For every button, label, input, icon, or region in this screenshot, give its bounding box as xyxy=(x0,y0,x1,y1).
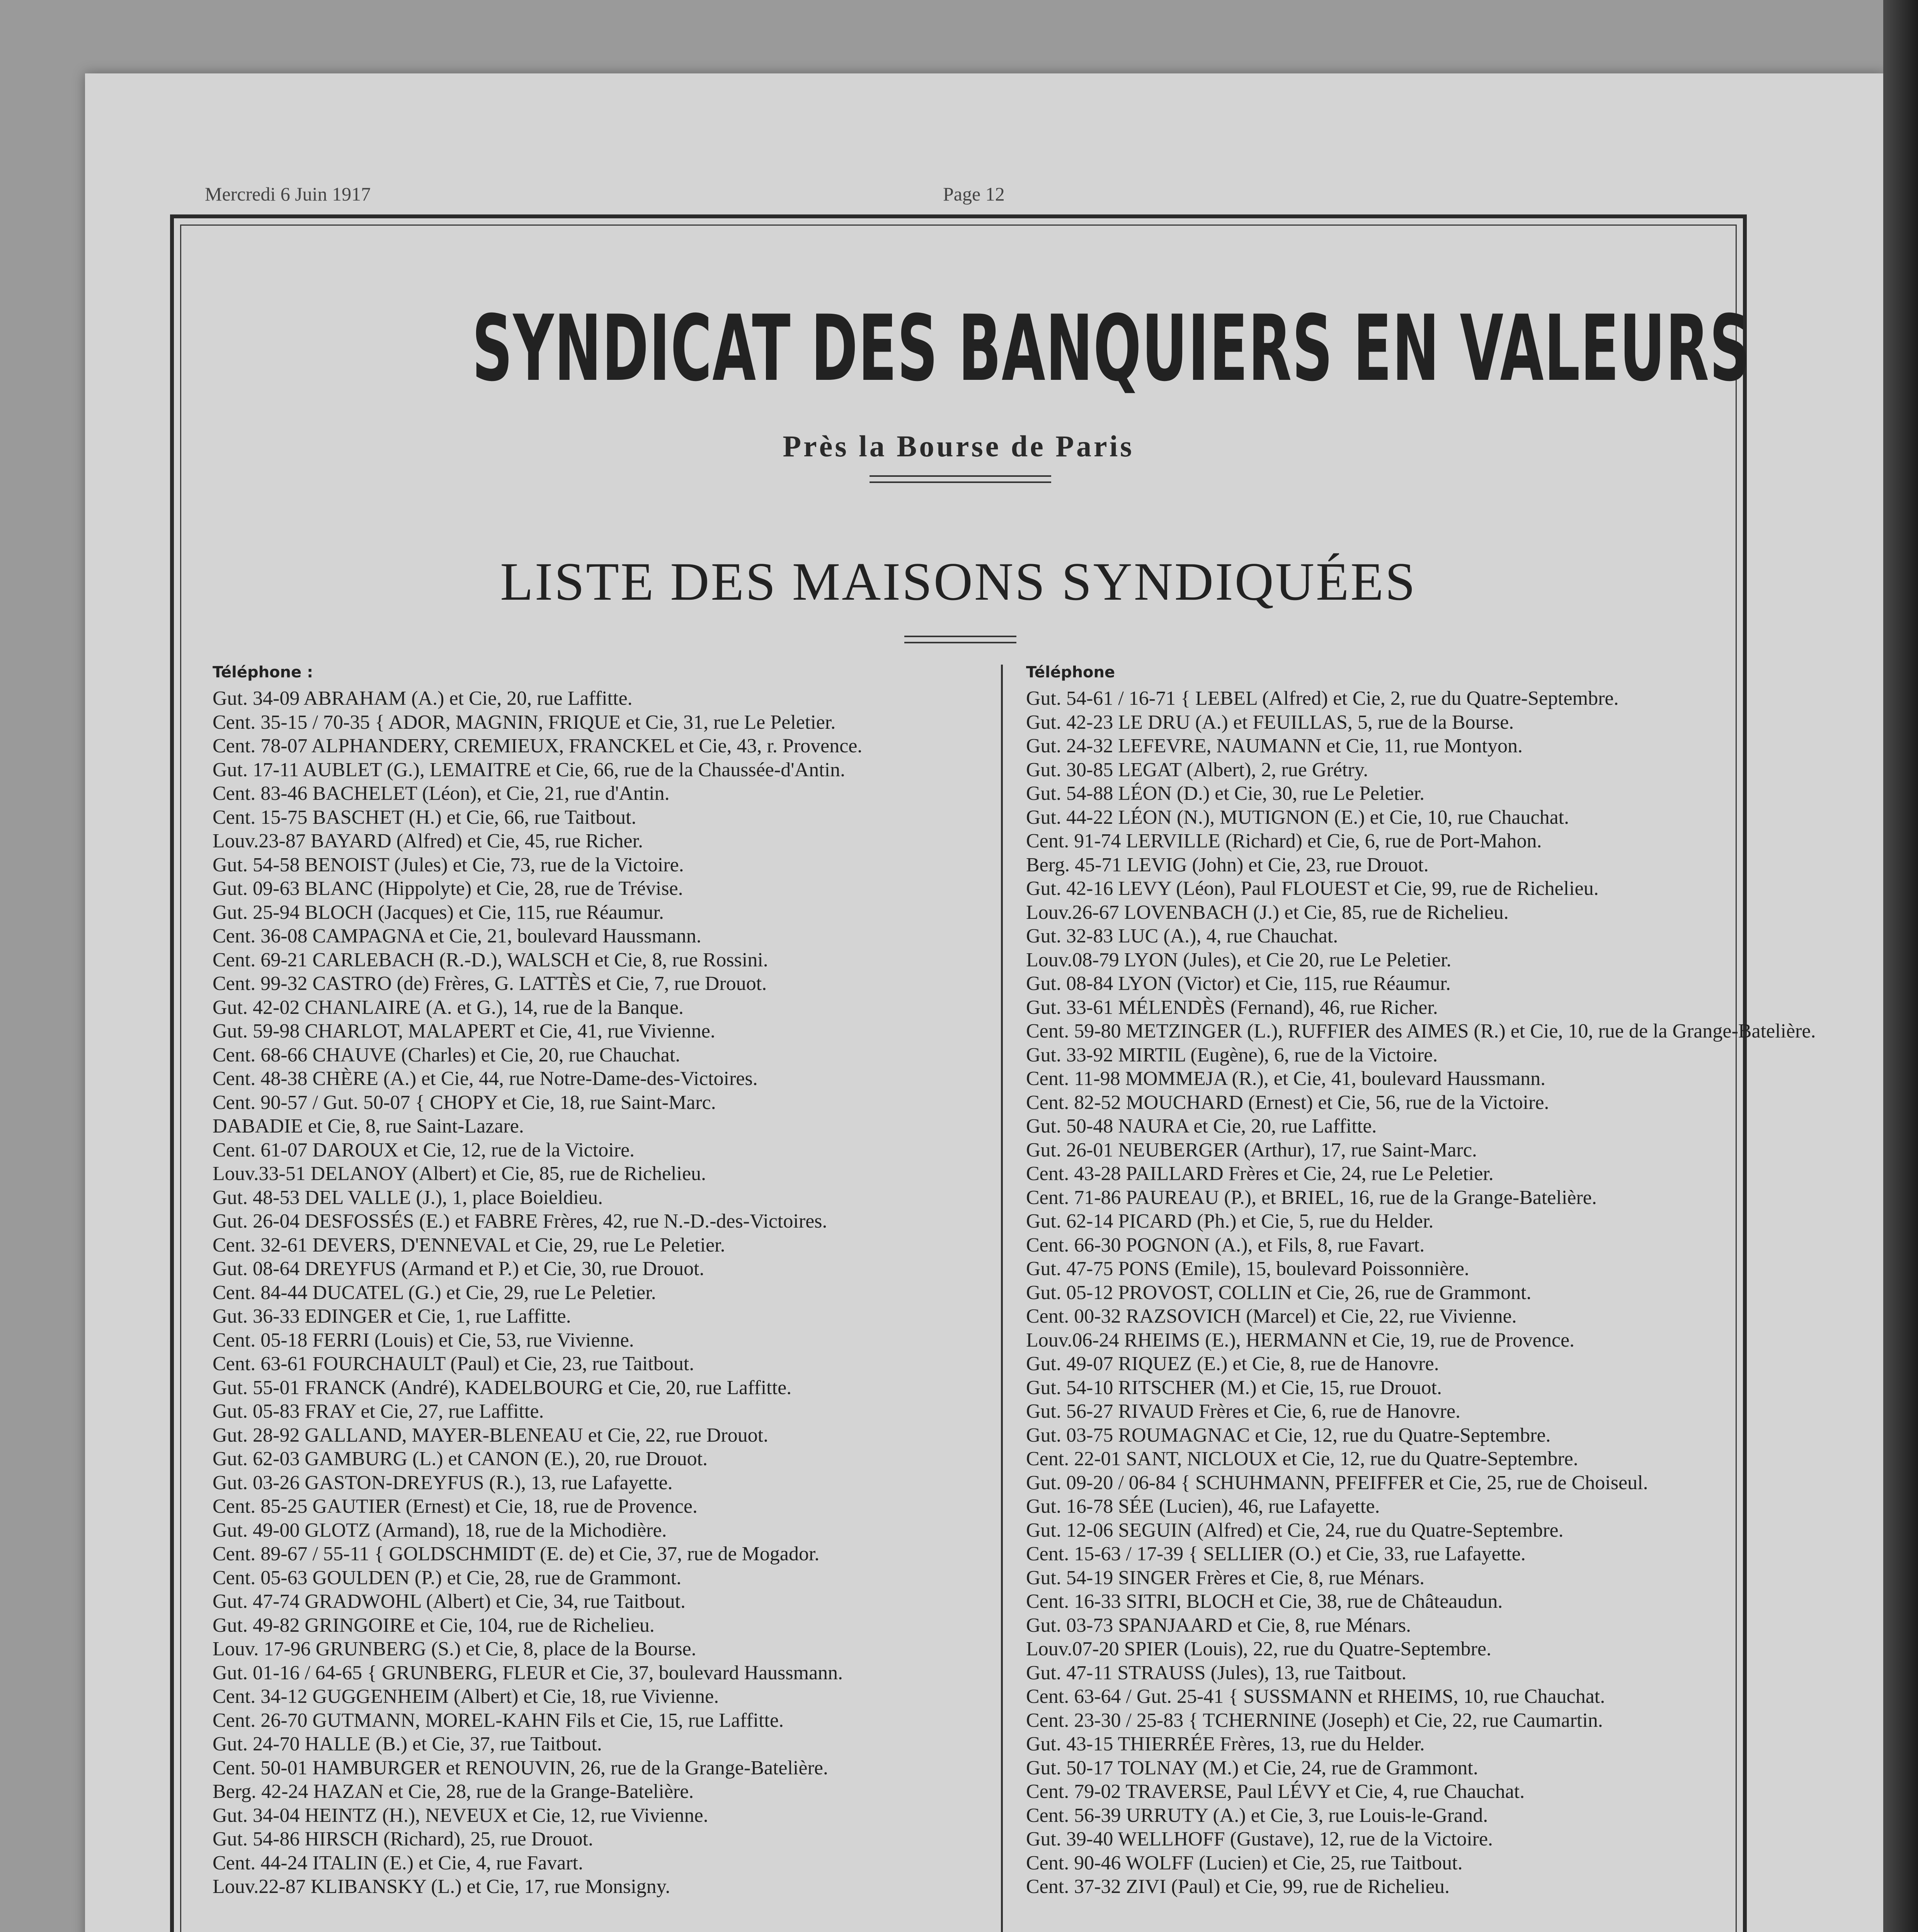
member-entry: Gut. 54-61 / 16-71 { LEBEL (Alfred) et Cie, 2, rue du Quatre-Septembre. xyxy=(1026,687,1619,709)
member-entry: Berg. 45-71 LEVIG (John) et Cie, 23, rue Drouot. xyxy=(1026,854,1429,876)
title-rule xyxy=(870,475,1051,483)
member-entry: Gut. 36-33 EDINGER et Cie, 1, rue Laffitte. xyxy=(213,1305,571,1327)
member-entry: Cent. 15-75 BASCHET (H.) et Cie, 66, rue Taitbout. xyxy=(213,806,636,828)
member-entry: DABADIE et Cie, 8, rue Saint-Lazare. xyxy=(213,1115,524,1137)
member-entry: Gut. 30-85 LEGAT (Albert), 2, rue Grétry. xyxy=(1026,759,1368,781)
member-entry: Gut. 03-73 SPANJAARD et Cie, 8, rue Ménars. xyxy=(1026,1614,1411,1636)
subtitle: Près la Bourse de Paris xyxy=(783,429,1134,463)
member-entry: Gut. 42-02 CHANLAIRE (A. et G.), 14, rue de la Banque. xyxy=(213,996,684,1019)
member-entry: Cent. 00-32 RAZSOVICH (Marcel) et Cie, 22, rue Vivienne. xyxy=(1026,1305,1517,1327)
member-entry: Gut. 01-16 / 64-65 { GRUNBERG, FLEUR et Cie, 37, boulevard Haussmann. xyxy=(213,1662,843,1684)
member-entry: Gut. 17-11 AUBLET (G.), LEMAITRE et Cie, 66, rue de la Chaussée-d'Antin. xyxy=(213,759,845,781)
member-entry: Gut. 59-98 CHARLOT, MALAPERT et Cie, 41, rue Vivienne. xyxy=(213,1020,715,1042)
member-entry: Cent. 85-25 GAUTIER (Ernest) et Cie, 18, rue de Provence. xyxy=(213,1495,698,1517)
member-entry: Cent. 16-33 SITRI, BLOCH et Cie, 38, rue de Châteaudun. xyxy=(1026,1590,1503,1612)
member-entry: Cent. 99-32 CASTRO (de) Frères, G. LATTÈS et Cie, 7, rue Drouot. xyxy=(213,973,767,995)
member-entry: Cent. 35-15 / 70-35 { ADOR, MAGNIN, FRIQUE et Cie, 31, rue Le Peletier. xyxy=(213,711,836,733)
member-entry: Cent. 36-08 CAMPAGNA et Cie, 21, boulevard Haussmann. xyxy=(213,925,701,947)
member-entry: Cent. 26-70 GUTMANN, MOREL-KAHN Fils et Cie, 15, rue Laffitte. xyxy=(213,1709,784,1731)
member-entry: Gut. 08-64 DREYFUS (Armand et P.) et Cie, 30, rue Drouot. xyxy=(213,1258,705,1280)
member-entry: Gut. 34-09 ABRAHAM (A.) et Cie, 20, rue Laffitte. xyxy=(213,687,633,709)
running-head xyxy=(116,180,1801,207)
member-entry: Cent. 82-52 MOUCHARD (Ernest) et Cie, 56, rue de la Victoire. xyxy=(1026,1091,1549,1114)
member-entry: Cent. 63-64 / Gut. 25-41 { SUSSMANN et RHEIMS, 10, rue Chauchat. xyxy=(1026,1685,1605,1708)
member-entry: Louv.07-20 SPIER (Louis), 22, rue du Quatre-Septembre. xyxy=(1026,1638,1491,1660)
member-entry: Cent. 23-30 / 25-83 { TCHERNINE (Joseph) et Cie, 22, rue Caumartin. xyxy=(1026,1709,1603,1731)
member-entry: Gut. 47-75 PONS (Emile), 15, boulevard Poissonnière. xyxy=(1026,1258,1469,1280)
member-entry: Louv.33-51 DELANOY (Albert) et Cie, 85, rue de Richelieu. xyxy=(213,1163,706,1185)
member-entry: Gut. 54-86 HIRSCH (Richard), 25, rue Drouot. xyxy=(213,1828,593,1850)
member-entry: Gut. 16-78 SÉE (Lucien), 46, rue Lafayette. xyxy=(1026,1495,1380,1517)
member-entry: Gut. 33-92 MIRTIL (Eugène), 6, rue de la Victoire. xyxy=(1026,1044,1438,1066)
member-entry: Cent. 69-21 CARLEBACH (R.-D.), WALSCH et Cie, 8, rue Rossini. xyxy=(213,949,768,971)
column-label: Téléphone xyxy=(1026,663,1115,681)
member-entry: Gut. 56-27 RIVAUD Frères et Cie, 6, rue de Hanovre. xyxy=(1026,1400,1461,1422)
member-entry: Gut. 62-03 GAMBURG (L.) et CANON (E.), 20, rue Drouot. xyxy=(213,1448,708,1470)
member-entry: Cent. 11-98 MOMMEJA (R.), et Cie, 41, boulevard Haussmann. xyxy=(1026,1068,1546,1090)
member-entry: Gut. 09-63 BLANC (Hippolyte) et Cie, 28, rue de Trévise. xyxy=(213,878,683,900)
member-entry: Gut. 54-19 SINGER Frères et Cie, 8, rue Ménars. xyxy=(1026,1566,1425,1589)
member-entry: Gut. 48-53 DEL VALLE (J.), 1, place Boieldieu. xyxy=(213,1186,603,1209)
member-entry: Gut. 54-58 BENOIST (Jules) et Cie, 73, rue de la Victoire. xyxy=(213,854,684,876)
member-entry: Gut. 09-20 / 06-84 { SCHUHMANN, PFEIFFER et Cie, 25, rue de Choiseul. xyxy=(1026,1471,1648,1494)
member-entry: Cent. 91-74 LERVILLE (Richard) et Cie, 6, rue de Port-Mahon. xyxy=(1026,830,1542,852)
member-entry: Gut. 05-12 PROVOST, COLLIN et Cie, 26, rue de Grammont. xyxy=(1026,1281,1532,1304)
member-entry: Gut. 32-83 LUC (A.), 4, rue Chauchat. xyxy=(1026,925,1338,947)
heading-rule xyxy=(904,636,1016,643)
member-entry: Cent. 15-63 / 17-39 { SELLIER (O.) et Cie, 33, rue Lafayette. xyxy=(1026,1543,1526,1565)
member-entry: Cent. 89-67 / 55-11 { GOLDSCHMIDT (E. de) et Cie, 37, rue de Mogador. xyxy=(213,1543,820,1565)
member-entry: Cent. 48-38 CHÈRE (A.) et Cie, 44, rue Notre-Dame-des-Victoires. xyxy=(213,1068,758,1090)
member-entry: Gut. 55-01 FRANCK (André), KADELBOURG et Cie, 20, rue Laffitte. xyxy=(213,1376,792,1399)
list-heading: LISTE DES MAISONS SYNDIQUÉES xyxy=(500,552,1417,612)
member-entry: Cent. 61-07 DAROUX et Cie, 12, rue de la Victoire. xyxy=(213,1139,635,1161)
member-entry: Louv.22-87 KLIBANSKY (L.) et Cie, 17, rue Monsigny. xyxy=(213,1876,671,1898)
member-entry: Gut. 26-01 NEUBERGER (Arthur), 17, rue Saint-Marc. xyxy=(1026,1139,1477,1161)
column-label: Téléphone : xyxy=(213,663,313,681)
member-entry: Gut. 49-07 RIQUEZ (E.) et Cie, 8, rue de Hanovre. xyxy=(1026,1353,1439,1375)
member-entry: Cent. 83-46 BACHELET (Léon), et Cie, 21, rue d'Antin. xyxy=(213,782,670,804)
member-entry: Cent. 84-44 DUCATEL (G.) et Cie, 29, rue Le Peletier. xyxy=(213,1281,656,1304)
member-entry: Gut. 12-06 SEGUIN (Alfred) et Cie, 24, rue du Quatre-Septembre. xyxy=(1026,1519,1564,1541)
member-entry: Gut. 39-40 WELLHOFF (Gustave), 12, rue de la Victoire. xyxy=(1026,1828,1493,1850)
member-entry: Cent. 05-18 FERRI (Louis) et Cie, 53, rue Vivienne. xyxy=(213,1329,634,1351)
member-entry: Gut. 50-17 TOLNAY (M.) et Cie, 24, rue de Grammont. xyxy=(1026,1757,1478,1779)
member-entry: Gut. 62-14 PICARD (Ph.) et Cie, 5, rue du Helder. xyxy=(1026,1210,1434,1232)
member-entry: Gut. 49-00 GLOTZ (Armand), 18, rue de la Michodière. xyxy=(213,1519,667,1541)
member-entry: Gut. 44-22 LÉON (N.), MUTIGNON (E.) et Cie, 10, rue Chauchat. xyxy=(1026,806,1569,828)
member-entry: Gut. 25-94 BLOCH (Jacques) et Cie, 115, rue Réaumur. xyxy=(213,901,664,923)
member-entry: Cent. 22-01 SANT, NICLOUX et Cie, 12, rue du Quatre-Septembre. xyxy=(1026,1448,1578,1470)
member-entry: Gut. 03-75 ROUMAGNAC et Cie, 12, rue du Quatre-Septembre. xyxy=(1026,1424,1551,1446)
page-number: Page 12 xyxy=(943,183,1005,205)
issue-date: Mercredi 6 Juin 1917 xyxy=(205,183,371,205)
member-entry: Gut. 24-70 HALLE (B.) et Cie, 37, rue Taitbout. xyxy=(213,1733,602,1755)
member-entry: Gut. 49-82 GRINGOIRE et Cie, 104, rue de Richelieu. xyxy=(213,1614,655,1636)
member-entry: Gut. 24-32 LEFEVRE, NAUMANN et Cie, 11, rue Montyon. xyxy=(1026,735,1523,757)
page-title: SYNDICAT DES BANQUIERS EN VALEURS xyxy=(472,296,1751,401)
member-entry: Berg. 42-24 HAZAN et Cie, 28, rue de la Grange-Batelière. xyxy=(213,1781,694,1803)
member-entry: Cent. 56-39 URRUTY (A.) et Cie, 3, rue Louis-le-Grand. xyxy=(1026,1804,1488,1827)
member-entry: Gut. 42-16 LEVY (Léon), Paul FLOUEST et Cie, 99, rue de Richelieu. xyxy=(1026,878,1599,900)
member-entry: Cent. 79-02 TRAVERSE, Paul LÉVY et Cie, 4, rue Chauchat. xyxy=(1026,1781,1525,1803)
member-entry: Cent. 78-07 ALPHANDERY, CREMIEUX, FRANCKEL et Cie, 43, r. Provence. xyxy=(213,735,863,757)
member-entry: Gut. 03-26 GASTON-DREYFUS (R.), 13, rue Lafayette. xyxy=(213,1471,673,1494)
member-entry: Gut. 54-10 RITSCHER (M.) et Cie, 15, rue Drouot. xyxy=(1026,1376,1442,1399)
member-entry: Louv.08-79 LYON (Jules), et Cie 20, rue Le Peletier. xyxy=(1026,949,1452,971)
left-member-list xyxy=(213,663,862,1899)
advertisement-frame xyxy=(170,214,1816,1932)
member-entry: Cent. 68-66 CHAUVE (Charles) et Cie, 20, rue Chauchat. xyxy=(213,1044,681,1066)
member-entry: Gut. 08-84 LYON (Victor) et Cie, 115, rue Réaumur. xyxy=(1026,973,1451,995)
member-entry: Gut. 33-61 MÉLENDÈS (Fernand), 46, rue Richer. xyxy=(1026,996,1438,1019)
member-entry: Gut. 50-48 NAURA et Cie, 20, rue Laffitte. xyxy=(1026,1115,1377,1137)
member-entry: Cent. 32-61 DEVERS, D'ENNEVAL et Cie, 29, rue Le Peletier. xyxy=(213,1234,725,1256)
member-entry: Gut. 28-92 GALLAND, MAYER-BLENEAU et Cie, 22, rue Drouot. xyxy=(213,1424,769,1446)
member-entry: Gut. 26-04 DESFOSSÉS (E.) et FABRE Frères, 42, rue N.-D.-des-Victoires. xyxy=(213,1210,827,1232)
member-entry: Cent. 63-61 FOURCHAULT (Paul) et Cie, 23, rue Taitbout. xyxy=(213,1353,694,1375)
member-entry: Gut. 47-74 GRADWOHL (Albert) et Cie, 34, rue Taitbout. xyxy=(213,1590,686,1612)
member-entry: Cent. 66-30 POGNON (A.), et Fils, 8, rue Favart. xyxy=(1026,1234,1425,1256)
member-entry: Louv.23-87 BAYARD (Alfred) et Cie, 45, rue Richer. xyxy=(213,830,643,852)
member-entry: Cent. 59-80 METZINGER (L.), RUFFIER des AIMES (R.) et Cie, 10, rue de la Grange-Batelière. xyxy=(1026,1020,1816,1042)
member-entry: Cent. 90-57 / Gut. 50-07 { CHOPY et Cie, 18, rue Saint-Marc. xyxy=(213,1091,716,1114)
member-entry: Cent. 50-01 HAMBURGER et RENOUVIN, 26, rue de la Grange-Batelière. xyxy=(213,1757,828,1779)
member-entry: Gut. 42-23 LE DRU (A.) et FEUILLAS, 5, rue de la Bourse. xyxy=(1026,711,1514,733)
member-entry: Gut. 05-83 FRAY et Cie, 27, rue Laffitte. xyxy=(213,1400,544,1422)
member-entry: Cent. 05-63 GOULDEN (P.) et Cie, 28, rue de Grammont. xyxy=(213,1566,682,1589)
member-entry: Cent. 44-24 ITALIN (E.) et Cie, 4, rue Favart. xyxy=(213,1852,584,1874)
member-entry: Cent. 71-86 PAUREAU (P.), et BRIEL, 16, rue de la Grange-Batelière. xyxy=(1026,1186,1597,1209)
member-entry: Louv.06-24 RHEIMS (E.), HERMANN et Cie, 19, rue de Provence. xyxy=(1026,1329,1575,1351)
member-entry: Cent. 90-46 WOLFF (Lucien) et Cie, 25, rue Taitbout. xyxy=(1026,1852,1463,1874)
member-entry: Gut. 43-15 THIERRÉE Frères, 13, rue du Helder. xyxy=(1026,1733,1425,1755)
member-entry: Cent. 37-32 ZIVI (Paul) et Cie, 99, rue de Richelieu. xyxy=(1026,1876,1450,1898)
right-member-list xyxy=(1026,663,1816,1899)
member-entry: Cent. 34-12 GUGGENHEIM (Albert) et Cie, 18, rue Vivienne. xyxy=(213,1685,719,1708)
member-entry: Louv.26-67 LOVENBACH (J.) et Cie, 85, rue de Richelieu. xyxy=(1026,901,1509,923)
book-binding xyxy=(1883,0,1918,1932)
member-entry: Gut. 34-04 HEINTZ (H.), NEVEUX et Cie, 12, rue Vivienne. xyxy=(213,1804,708,1827)
member-entry: Gut. 54-88 LÉON (D.) et Cie, 30, rue Le Peletier. xyxy=(1026,782,1425,804)
member-entry: Cent. 43-28 PAILLARD Frères et Cie, 24, rue Le Peletier. xyxy=(1026,1163,1494,1185)
member-entry: Gut. 47-11 STRAUSS (Jules), 13, rue Taitbout. xyxy=(1026,1662,1407,1684)
column-divider xyxy=(1001,665,1003,1932)
member-entry: Louv. 17-96 GRUNBERG (S.) et Cie, 8, place de la Bourse. xyxy=(213,1638,696,1660)
